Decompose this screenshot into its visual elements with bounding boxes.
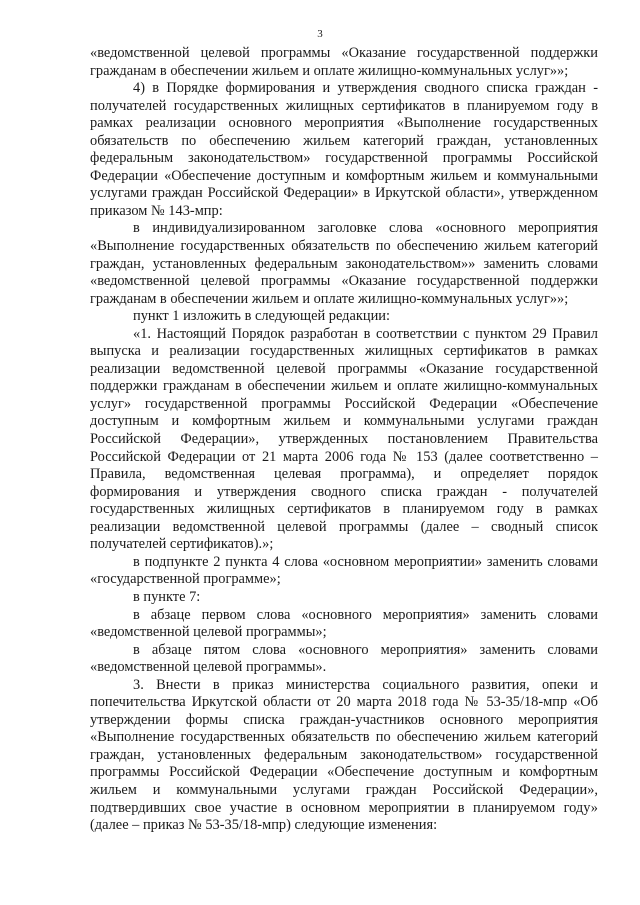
paragraph: «ведомственной целевой программы «Оказание государственной поддержки гражданам в обеспечении жильем и оплате жилищно-коммунальных услуг»»;	[90, 45, 598, 79]
paragraph: пункт 1 изложить в следующей редакции:	[133, 308, 390, 325]
paragraph: в подпункте 2 пункта 4 слова «основном мероприятии» заменить словами «государственной программе»;	[90, 553, 598, 588]
paragraph: в абзаце первом слова «основного мероприятия» заменить словами «ведомственной целевой программы»;	[90, 606, 598, 641]
paragraph: 3. Внести в приказ министерства социального развития, опеки и попечительства Иркутской области от 20 марта 2018 года № 53-35/18-мпр «Об утверждении формы списка граждан-участников основного мероприятия «Выполнение государственных обязательств по обеспечению жильем категорий граждан, установленных федеральным законодательством» государственной программы Российской Федерации «Обеспечение доступным и комфортным жильем и коммунальными услугами граждан Российской Федерации», подтвердивших свое участие в основном мероприятии в планируемом году» (далее – приказ № 53-35/18-мпр) следующие изменения:	[90, 676, 598, 834]
paragraph: в пункте 7:	[133, 588, 201, 605]
document-body	[90, 45, 598, 835]
paragraph: «1. Настоящий Порядок разработан в соответствии с пунктом 29 Правил выпуска и реализации государственных жилищных сертификатов в рамках реализации ведомственной целевой программы «Оказание государственной поддержки гражданам в обеспечении жильем и оплате жилищно-коммунальных услуг» государственной программы Российской Федерации «Обеспечение доступным и комфортным жильем и коммунальными услугами граждан Российской Федерации», утвержденных постановлением Правительства Российской Федерации от 21 марта 2006 года № 153 (далее соответственно – Правила, ведомственная целевая программа), и определяет порядок формирования и утверждения сводного списка граждан - получателей государственных жилищных сертификатов в планируемом году в рамках реализации ведомственной целевой программы (далее – сводный список получателей сертификатов).»;	[90, 325, 598, 553]
paragraph: в абзаце пятом слова «основного мероприятия» заменить словами «ведомственной целевой программы».	[90, 641, 598, 676]
paragraph: в индивидуализированном заголовке слова «основного мероприятия «Выполнение государственных обязательств по обеспечению жильем категорий граждан, установленных федеральным законодательством»» заменить словами «ведомственной целевой программы «Оказание государственной поддержки гражданам в обеспечении жильем и оплате жилищно-коммунальных услуг»»;	[90, 220, 598, 307]
page-number: 3	[317, 28, 323, 40]
paragraph: 4) в Порядке формирования и утверждения сводного списка граждан - получателей государственных жилищных сертификатов в планируемом году в рамках реализации основного мероприятия «Выполнение государственных обязательств по обеспечению жильем категорий граждан, установленных федеральным законодательством» государственной программы Российской Федерации «Обеспечение доступным и комфортным жильем и коммунальными услугами граждан Российской Федерации» в Иркутской области», утвержденном приказом № 143-мпр:	[90, 80, 598, 219]
